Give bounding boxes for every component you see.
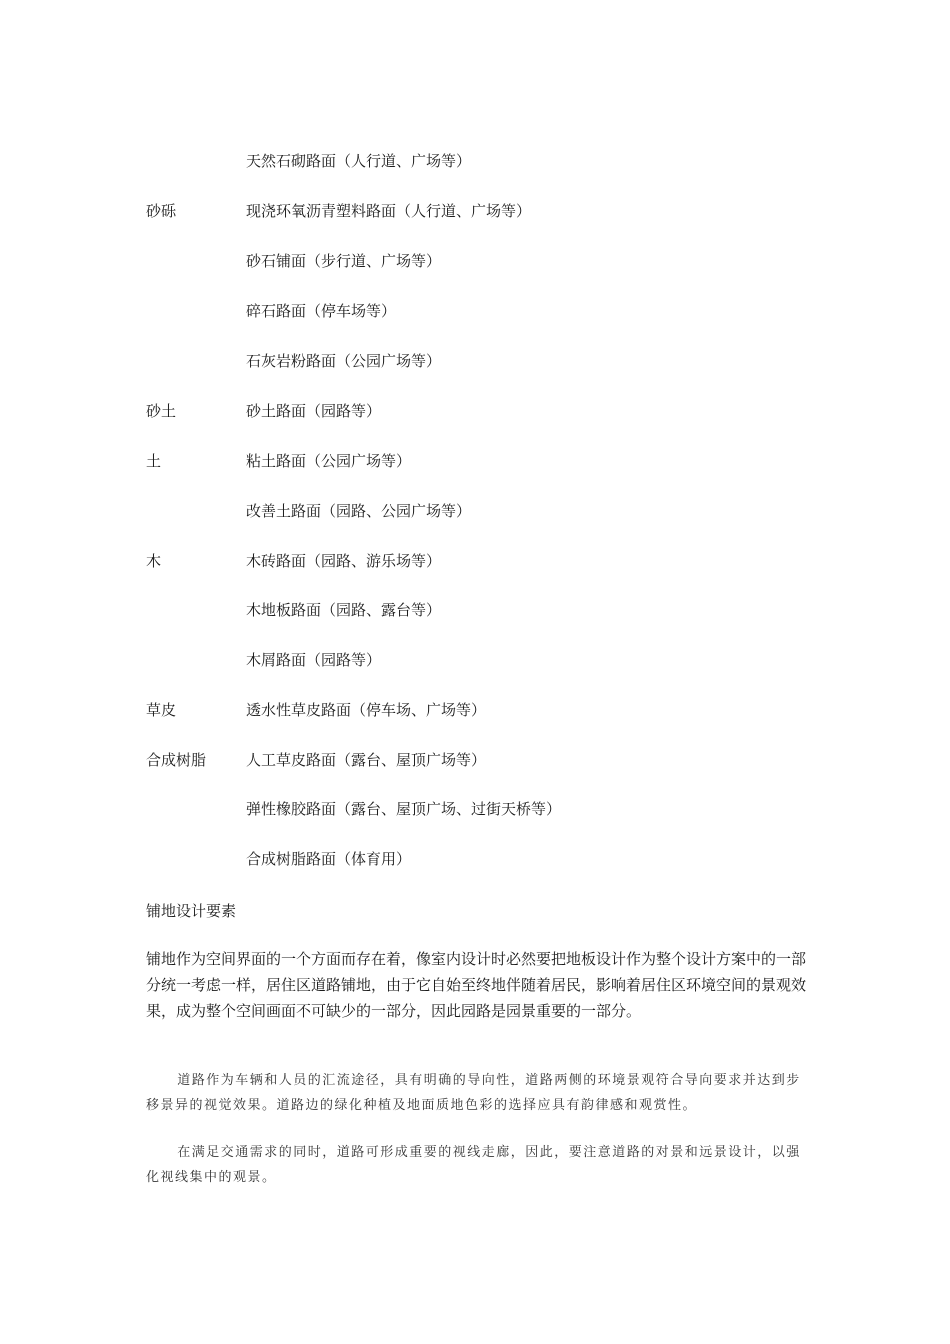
paving-item: 现浇环氧沥青塑料路面（人行道、广场等） — [246, 202, 532, 220]
category-label: 土 — [146, 452, 162, 470]
table-row — [146, 398, 826, 424]
category-label: 砂土 — [146, 402, 177, 420]
table-row — [146, 697, 826, 723]
table-row — [146, 448, 826, 474]
table-row — [146, 548, 826, 574]
paving-item: 石灰岩粉路面（公园广场等） — [246, 352, 442, 370]
paving-item: 砂石铺面（步行道、广场等） — [246, 252, 442, 270]
table-row — [146, 198, 826, 224]
note-paragraph: 道路作为车辆和人员的汇流途径，具有明确的导向性，道路两侧的环境景观符合导向要求并达到步移景异的视觉效果。道路边的绿化种植及地面质地色彩的选择应具有韵律感和观赏性。 — [146, 1073, 801, 1113]
table-row — [146, 248, 826, 274]
section-heading: 铺地设计要素 — [146, 902, 237, 920]
paving-item: 合成树脂路面（体育用） — [246, 850, 412, 868]
table-row — [146, 148, 826, 174]
paving-item: 木砖路面（园路、游乐场等） — [246, 552, 442, 570]
table-row — [146, 498, 826, 524]
paving-item: 砂土路面（园路等） — [246, 402, 382, 420]
paving-item: 碎石路面（停车场等） — [246, 302, 397, 320]
table-row — [146, 846, 826, 872]
paving-item: 天然石砌路面（人行道、广场等） — [246, 152, 472, 170]
table-row — [146, 597, 826, 623]
paving-item: 木地板路面（园路、露台等） — [246, 601, 442, 619]
table-row — [146, 647, 826, 673]
category-label: 木 — [146, 552, 162, 570]
category-label: 砂砾 — [146, 202, 177, 220]
note-paragraph: 在满足交通需求的同时，道路可形成重要的视线走廊，因此，要注意道路的对景和远景设计，以强化视线集中的观景。 — [146, 1145, 801, 1185]
paving-item: 改善土路面（园路、公园广场等） — [246, 502, 472, 520]
body-paragraph: 铺地作为空间界面的一个方面而存在着，像室内设计时必然要把地板设计作为整个设计方案中的一部分统一考虑一样，居住区道路铺地，由于它自始至终地伴随着居民，影响着居住区环境空间的景观效果，成为整个空间画面不可缺少的一部分，因此园路是园景重要的一部分。 — [146, 950, 807, 1020]
paving-item: 弹性橡胶路面（露台、屋顶广场、过街天桥等） — [246, 800, 562, 818]
category-label: 草皮 — [146, 701, 177, 719]
table-row — [146, 298, 826, 324]
paving-item: 木屑路面（园路等） — [246, 651, 382, 669]
table-row — [146, 747, 826, 773]
table-row — [146, 348, 826, 374]
paving-item: 粘土路面（公园广场等） — [246, 452, 412, 470]
paving-item: 人工草皮路面（露台、屋顶广场等） — [246, 751, 487, 769]
category-label: 合成树脂 — [146, 751, 207, 769]
paving-item: 透水性草皮路面（停车场、广场等） — [246, 701, 487, 719]
table-row — [146, 796, 826, 822]
